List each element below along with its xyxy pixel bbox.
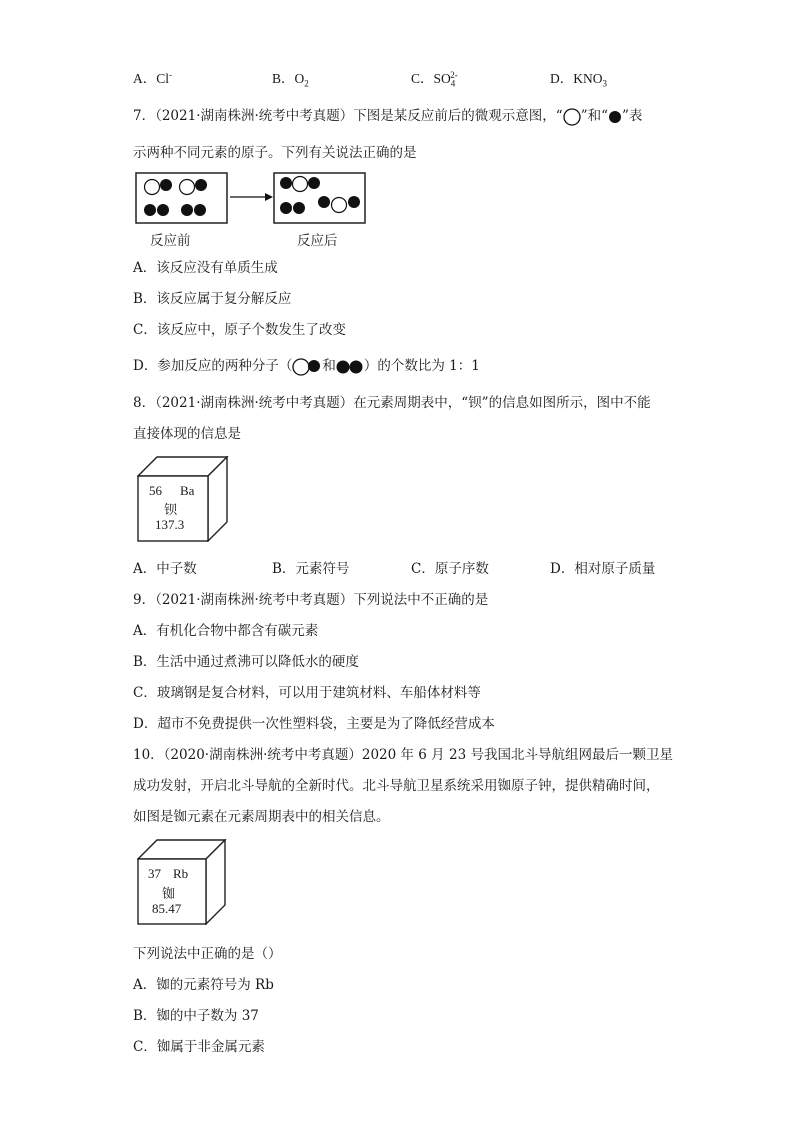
q10-option-a: A．铷的元素符号为 Rb xyxy=(133,977,274,993)
element-mass: 137.3 xyxy=(155,517,185,532)
black-atom-icon xyxy=(195,179,207,191)
q7-stem-line2: 示两种不同元素的原子。下列有关说法正确的是 xyxy=(133,145,417,161)
q10-question: 下列说法中正确的是（） xyxy=(133,946,282,962)
element-mass: 85.47 xyxy=(152,901,182,916)
q10-stem-line2: 成功发射，开启北斗导航的全新时代。北斗导航卫星系统采用铷原子钟，提供精确时间， xyxy=(133,778,660,794)
black-atom-icon xyxy=(348,196,360,208)
white-atom-icon xyxy=(332,198,347,213)
element-name: 铷 xyxy=(162,887,176,902)
q8-options xyxy=(133,557,693,577)
label-before: 反应前 xyxy=(150,233,191,249)
black-atom-icon xyxy=(181,204,193,216)
q10-stem-line1: 10．（2020·湖南株洲·统考中考真题）2020 年 6 月 23 号我国北斗导航组网最后一颗卫星 xyxy=(133,747,673,763)
element-name: 钡 xyxy=(164,503,178,518)
q7-option-b: B．该反应属于复分解反应 xyxy=(133,291,292,307)
black-atom-icon xyxy=(280,177,292,189)
black-black-molecule-icon xyxy=(336,359,364,375)
q9-option-a: A．有机化合物中都含有碳元素 xyxy=(133,623,319,639)
q7-stem-line1: 7．（2021·湖南株洲·统考中考真题）下图是某反应前后的微观示意图，“ ”和“ ”表 xyxy=(133,108,643,124)
black-atom-icon xyxy=(144,204,156,216)
black-atom-icon xyxy=(293,202,305,214)
q8-option-a: A．中子数 xyxy=(133,561,197,577)
q8-option-b: B．元素符号 xyxy=(272,561,350,577)
element-card-rubidium xyxy=(137,839,227,925)
white-atom-icon xyxy=(563,108,581,126)
black-atom-icon xyxy=(194,204,206,216)
q6-options xyxy=(133,67,693,87)
q8-stem-line2: 直接体现的信息是 xyxy=(133,426,241,442)
label-after: 反应后 xyxy=(297,233,338,249)
black-atom-icon xyxy=(308,177,320,189)
q7-option-d: D．参加反应的两种分子（ 和 ）的个数比为 1：1 xyxy=(133,358,480,374)
white-black-molecule-icon xyxy=(292,358,322,376)
white-atom-icon xyxy=(293,177,308,192)
q7-option-c: C．该反应中，原子个数发生了改变 xyxy=(133,322,346,338)
black-atom-icon xyxy=(608,110,622,124)
q7-option-a: A．该反应没有单质生成 xyxy=(133,260,278,276)
element-card-barium xyxy=(137,456,229,542)
black-atom-icon xyxy=(280,202,292,214)
q6-option-a: A．Cl- xyxy=(133,69,173,86)
q10-option-c: C．铷属于非金属元素 xyxy=(133,1039,265,1055)
q9-option-d: D．超市不免费提供一次性塑料袋，主要是为了降低经营成本 xyxy=(133,716,495,732)
white-atom-icon xyxy=(145,180,160,195)
black-atom-icon xyxy=(157,204,169,216)
q9-option-c: C．玻璃钢是复合材料，可以用于建筑材料、车船体材料等 xyxy=(133,685,481,701)
q6-option-c: C．$SO_4^{2-}$ xyxy=(411,69,458,89)
element-symbol: Ba xyxy=(180,483,195,498)
q8-stem-line1: 8．（2021·湖南株洲·统考中考真题）在元素周期表中，“钡”的信息如图所示，图中不能 xyxy=(133,395,651,411)
reaction-diagram xyxy=(135,172,395,232)
element-number: 56 xyxy=(149,483,162,498)
white-atom-icon xyxy=(180,180,195,195)
element-symbol: Rb xyxy=(173,866,189,881)
black-atom-icon xyxy=(318,196,330,208)
q6-option-d: D．$KNO_3$ xyxy=(550,71,607,89)
q9-stem: 9．（2021·湖南株洲·统考中考真题）下列说法中不正确的是 xyxy=(133,592,489,608)
q10-stem-line3: 如图是铷元素在元素周期表中的相关信息。 xyxy=(133,809,390,825)
q6-option-b: B．$O_2$ xyxy=(272,71,309,89)
element-number: 37 xyxy=(148,866,161,881)
black-atom-icon xyxy=(160,179,172,191)
q8-option-c: C．原子序数 xyxy=(411,561,489,577)
q9-option-b: B．生活中通过煮沸可以降低水的硬度 xyxy=(133,654,359,670)
q10-option-b: B．铷的中子数为 37 xyxy=(133,1008,259,1024)
q8-option-d: D．相对原子质量 xyxy=(550,561,656,577)
